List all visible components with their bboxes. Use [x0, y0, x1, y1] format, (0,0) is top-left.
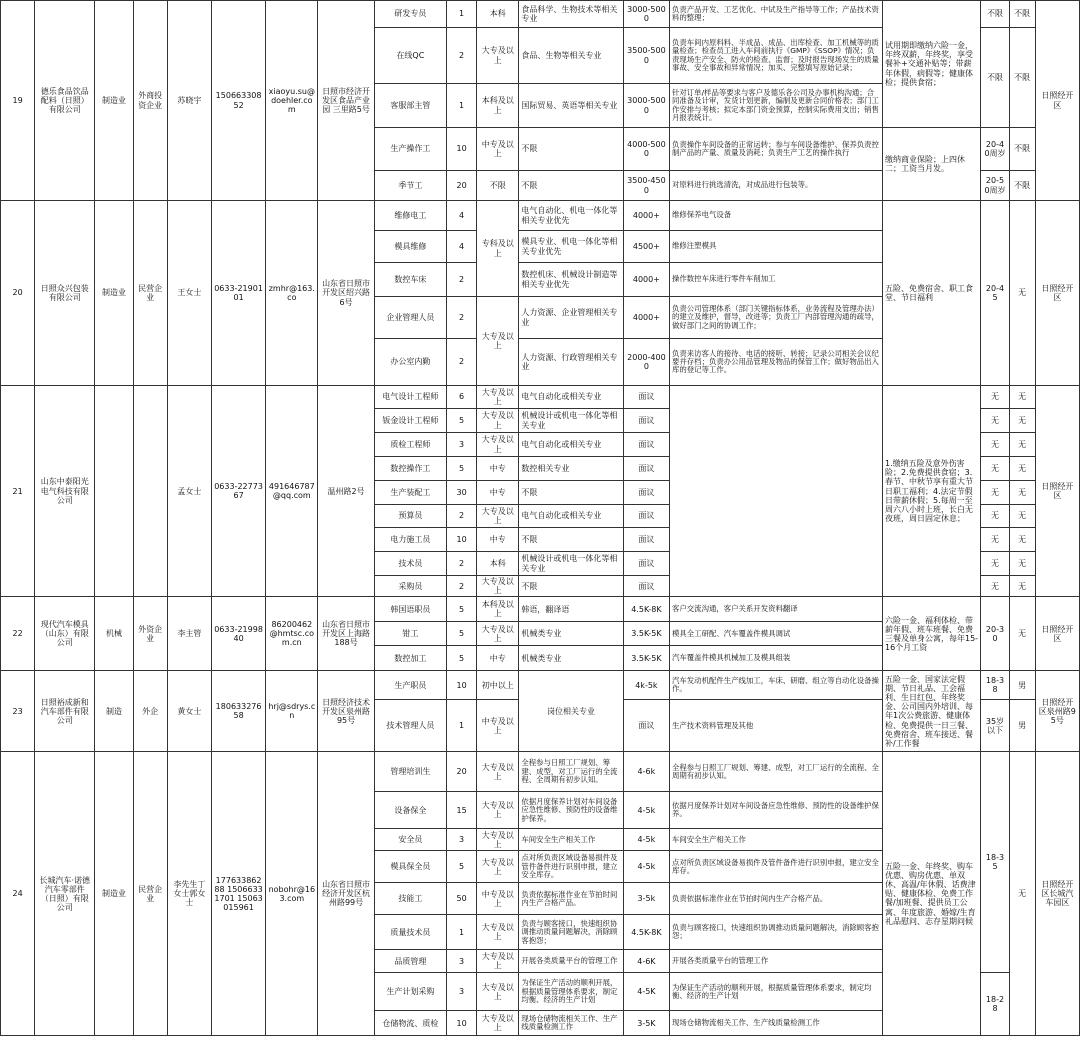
job-salary: 4500+: [623, 231, 669, 263]
gender-limit: 男: [1009, 700, 1035, 752]
job-salary: 4000-5000: [623, 128, 669, 171]
job-duty: 操作数控车床进行零件车削加工: [670, 263, 883, 297]
age-limit: 无: [981, 409, 1009, 433]
job-duty: 负责依据标准作业在节拍时间内生产合格产品。: [670, 883, 883, 915]
age-limit: 无: [981, 386, 1009, 409]
age-limit: 无: [981, 481, 1009, 505]
job-major: 不限: [519, 481, 623, 505]
job-education: 大专及以上: [477, 576, 519, 597]
email: xiaoyu.su@doehler.com: [266, 1, 318, 201]
gender-limit: 无: [1009, 752, 1035, 1036]
job-education: 专科及以上: [477, 201, 519, 297]
row-number: 20: [1, 201, 35, 386]
gender-limit: 无: [1009, 597, 1035, 671]
contact-person: 黄女士: [167, 671, 211, 752]
job-count: 2: [447, 28, 477, 84]
row-number: 19: [1, 1, 35, 201]
age-limit: 无: [981, 505, 1009, 528]
job-title: 生产职员: [374, 671, 446, 700]
job-major: 机械设计或机电一体化等相关专业: [519, 552, 623, 576]
age-limit: 18-35: [981, 752, 1009, 973]
benefits-extra: 缴纳商业保险；上四休二；工资当月发。: [882, 128, 980, 201]
job-duty: 现场仓储物流相关工作、生产线质量检测工作: [670, 1011, 883, 1036]
job-count: 4: [447, 231, 477, 263]
job-count: 10: [447, 128, 477, 171]
table-row: [1, 1, 1080, 28]
contact-person: 王女士: [167, 201, 211, 386]
job-salary: 2000-4000: [623, 339, 669, 386]
job-major: 模具专业、机电一体化等相关专业优先: [519, 231, 623, 263]
gender-limit: 无: [1009, 505, 1035, 528]
benefits: 五险、免费宿舍、职工食堂、节日福利: [882, 201, 980, 386]
benefits: 1.缴纳五险及意外伤害险；2.免费提供食宿；3.春节、中秋节享有重大节日职工福利；4.法定节假日带薪休假；5.每周一至周六八小时上班，长白无夜班，周日固定休息；: [882, 386, 980, 597]
job-count: 2: [447, 576, 477, 597]
job-count: 2: [447, 297, 477, 339]
job-salary: 面议: [623, 576, 669, 597]
job-major: 为保证生产活动的顺利开展，根据质量管理体系要求，制定均衡、经济的生产计划: [519, 973, 623, 1011]
job-major: 负责与顾客接口，快速组织协调推动质量问题解决，消除顾客抱怨；: [519, 915, 623, 950]
job-education: 大专及以上: [477, 829, 519, 851]
job-title: 技术员: [374, 552, 446, 576]
age-limit: 20-50周岁: [981, 171, 1009, 201]
job-education: 大专及以上: [477, 505, 519, 528]
work-area: 日照经开区: [1035, 201, 1079, 386]
job-count: 2: [447, 263, 477, 297]
job-title: 技能工: [374, 883, 446, 915]
job-count: 3: [447, 973, 477, 1011]
gender-limit: 无: [1009, 433, 1035, 457]
job-salary: 4-5k: [623, 851, 669, 883]
job-major: 人力资源、企业管理相关专业: [519, 297, 623, 339]
job-major: 岗位相关专业: [519, 671, 623, 752]
gender-limit: 不限: [1009, 28, 1035, 128]
job-salary: 面议: [623, 700, 669, 752]
company-nature: 外企: [133, 671, 167, 752]
job-title: 质检工程师: [374, 433, 446, 457]
gender-limit: 无: [1009, 409, 1035, 433]
job-major: 机械类专业: [519, 622, 623, 646]
job-count: 5: [447, 457, 477, 481]
gender-limit: 无: [1009, 201, 1035, 386]
job-salary: 4-6K: [623, 950, 669, 973]
job-title: 企业管理人员: [374, 297, 446, 339]
industry: 制造业: [95, 201, 133, 386]
job-duty: 汽车发动机配件生产线加工，车床、研磨、组立等自动化设备操作。: [670, 671, 883, 700]
job-count: 5: [447, 851, 477, 883]
job-duty: 负责操作车间设备的正常运转；参与车间设备维护、保养负责控制产品的产量、质量及消耗；负责生产工艺的操作执行: [670, 128, 883, 171]
job-count: 15: [447, 792, 477, 829]
job-education: 大专及以上: [477, 915, 519, 950]
job-title: 维修电工: [374, 201, 446, 231]
job-major: 点对所负责区域设备易损件及管件备件进行识别申报，建立安全库存。: [519, 851, 623, 883]
age-limit: 无: [981, 552, 1009, 576]
work-area: 日照经开区长城汽车园区: [1035, 752, 1079, 1036]
job-duty: 点对所负责区域设备易损件及管件备件进行识别申报，建立安全库存。: [670, 851, 883, 883]
job-title: 生产装配工: [374, 481, 446, 505]
job-salary: 面议: [623, 528, 669, 552]
address: 日照经济技术开发区泉州路95号: [318, 671, 374, 752]
job-salary: 3500-5000: [623, 28, 669, 84]
gender-limit: 无: [1009, 576, 1035, 597]
work-area: 日照经开区: [1035, 597, 1079, 671]
job-education: 大专及以上: [477, 1011, 519, 1036]
job-education: 大专及以上: [477, 792, 519, 829]
company-name: 山东中泰阳光电气科技有限公司: [35, 386, 95, 597]
job-education: 本科: [477, 1, 519, 28]
job-title: 安全员: [374, 829, 446, 851]
email: zmhr@163.co: [266, 201, 318, 386]
job-major: 不限: [519, 128, 623, 171]
gender-limit: 无: [1009, 552, 1035, 576]
job-education: 本科及以上: [477, 84, 519, 128]
job-count: 3: [447, 950, 477, 973]
job-title: 办公室内勤: [374, 339, 446, 386]
job-major: 电气自动化或相关专业: [519, 433, 623, 457]
job-education: 中专及以上: [477, 883, 519, 915]
job-duty: 全程参与日照工厂规划、筹建、成型，对工厂运行的全流程、全周期有初步认知。: [670, 752, 883, 792]
job-duty: 维修注塑模具: [670, 231, 883, 263]
company-name: 日照裕成新和汽车部件有限公司: [35, 671, 95, 752]
job-count: 10: [447, 528, 477, 552]
work-area: 日照经开区: [1035, 1, 1079, 201]
job-salary: 4-5k: [623, 829, 669, 851]
job-salary: 3-5k: [623, 883, 669, 915]
job-count: 20: [447, 171, 477, 201]
job-title: 质量技术员: [374, 915, 446, 950]
job-title: 韩国语职员: [374, 597, 446, 622]
job-count: 1: [447, 915, 477, 950]
job-education: 大专及以上: [477, 973, 519, 1011]
age-limit: 不限: [981, 1, 1009, 28]
contact-person: 苏晓宇: [167, 1, 211, 201]
age-limit: 18-28: [981, 973, 1009, 1036]
job-salary: 面议: [623, 552, 669, 576]
job-salary: 3.5K-5K: [623, 646, 669, 671]
job-salary: 4000+: [623, 263, 669, 297]
job-title: 电力施工员: [374, 528, 446, 552]
job-education: 中专及以上: [477, 128, 519, 171]
age-limit: 20-45: [981, 201, 1009, 386]
age-limit: 18-38: [981, 671, 1009, 700]
email: 491646787@qq.com: [266, 386, 318, 597]
job-education: 大专及以上: [477, 622, 519, 646]
phone: 0633-2199840: [211, 597, 265, 671]
benefits: 五险一金、国家法定假期、节日礼品、工会福利、生日红包、年终奖金、公司国内外培训、每年1次公费旅游、健康体检、免费提供一日三餐、免费宿舍、班车接送、餐补/工作餐: [882, 671, 980, 752]
job-education: 初中以上: [477, 671, 519, 700]
phone: 15066330852: [211, 1, 265, 201]
work-area: 日照经开区: [1035, 386, 1079, 597]
job-duty: 模具全工研配、汽车覆盖件模具调试: [670, 622, 883, 646]
job-education: 大专及以上: [477, 409, 519, 433]
job-salary: 4000+: [623, 297, 669, 339]
job-duty: 对原料进行挑选清洗，对成品进行包装等。: [670, 171, 883, 201]
table-row: [1, 671, 1080, 700]
job-duty: 开展各类质量平台的管理工作: [670, 950, 883, 973]
gender-limit: 男: [1009, 671, 1035, 700]
job-major: 数控机床、机械设计制造等相关专业优先: [519, 263, 623, 297]
row-number: 24: [1, 752, 35, 1036]
job-salary: 4-5K: [623, 973, 669, 1011]
job-title: 设备保全: [374, 792, 446, 829]
job-count: 1: [447, 1, 477, 28]
company-nature: 民营企业: [133, 201, 167, 386]
job-duty: 负责公司管理体系（部门关键指标体系，业务流程及管理办法）的建立及维护，督导，改进等；负责工厂内部管理沟通的疏导，做好部门之间的协调工作；: [670, 297, 883, 339]
gender-limit: 不限: [1009, 128, 1035, 171]
job-major: 机械设计或机电一体化等相关专业: [519, 409, 623, 433]
job-duty: 车间安全生产相关工作: [670, 829, 883, 851]
company-name: 日照众兴包装有限公司: [35, 201, 95, 386]
job-education: 大专及以上: [477, 950, 519, 973]
email: 86200462@hmtsc.com.cn: [266, 597, 318, 671]
job-count: 5: [447, 409, 477, 433]
job-education: 大专及以上: [477, 297, 519, 386]
job-count: 5: [447, 597, 477, 622]
industry: [95, 386, 133, 597]
job-duty: 针对订单/样品等要求与客户及德乐各公司及办事机构沟通；合同准备及计审，发货计划更新，编制及更新合同价格表；部门工作安排与考核；拟定本部门资金预算，控制实际费用支出；销售月报表统计。: [670, 84, 883, 128]
industry: 制造业: [95, 752, 133, 1036]
job-major: 国际贸易、英语等相关专业: [519, 84, 623, 128]
address: 山东省日照市经济开发区杭州路99号: [318, 752, 374, 1036]
job-salary: 3000-5000: [623, 1, 669, 28]
age-limit: 无: [981, 528, 1009, 552]
job-major: 车间安全生产相关工作: [519, 829, 623, 851]
job-major: 不限: [519, 171, 623, 201]
table-row: [1, 201, 1080, 231]
job-count: 4: [447, 201, 477, 231]
job-education: 中专: [477, 528, 519, 552]
job-count: 5: [447, 646, 477, 671]
job-major: 机械类专业: [519, 646, 623, 671]
phone: 0633-2277367: [211, 386, 265, 597]
job-education: 本科: [477, 552, 519, 576]
job-salary: 4-5k: [623, 792, 669, 829]
job-salary: 面议: [623, 481, 669, 505]
job-title: 品质管理: [374, 950, 446, 973]
job-major: 韩语，翻译语: [519, 597, 623, 622]
address: 日照市经济开发区食品产业园 三里路5号: [318, 1, 374, 201]
job-duty: 维修保养电气设备: [670, 201, 883, 231]
company-nature: 外资企业: [133, 597, 167, 671]
job-major: 开展各类质量平台的管理工作: [519, 950, 623, 973]
job-title: 数控操作工: [374, 457, 446, 481]
job-duty: 负责产品开发、工艺优化、中试及生产指导等工作；产品技术资料的整理；: [670, 1, 883, 28]
company-nature: 民营企业: [133, 752, 167, 1036]
job-major: 负责依据标准作业在节拍时间内生产合格产品。: [519, 883, 623, 915]
job-count: 2: [447, 505, 477, 528]
job-count: 5: [447, 622, 477, 646]
job-major: 不限: [519, 576, 623, 597]
job-major: 依据月度保养计划对车间设备应急性维修、预防性的设备维护保养。: [519, 792, 623, 829]
job-salary: 3-5K: [623, 1011, 669, 1036]
email: nobohr@163.com: [266, 752, 318, 1036]
job-title: 钣金设计工程师: [374, 409, 446, 433]
industry: 制造: [95, 671, 133, 752]
job-major: 全程参与日照工厂规划、筹建、成型，对工厂运行的全流程、全周期有初步认知。: [519, 752, 623, 792]
job-education: 大专及以上: [477, 433, 519, 457]
job-duty: 负责与顾客接口，快速组织协调推动质量问题解决，消除顾客抱怨；: [670, 915, 883, 950]
job-title: 在线QC: [374, 28, 446, 84]
job-count: 50: [447, 883, 477, 915]
gender-limit: 不限: [1009, 1, 1035, 28]
job-major: 电气自动化或相关专业: [519, 386, 623, 409]
gender-limit: 无: [1009, 528, 1035, 552]
job-major: 不限: [519, 528, 623, 552]
gender-limit: 无: [1009, 481, 1035, 505]
job-title: 模具保全员: [374, 851, 446, 883]
work-area: 日照经开区泉州路95号: [1035, 671, 1079, 752]
job-title: 数控车床: [374, 263, 446, 297]
job-duty: 客户交流沟通，客户关系开发资料翻译: [670, 597, 883, 622]
job-duty: 负责来访客人的接待、电话的接听、转接；记录公司相关会议纪要并存档；负责办公用品管理及物品的保管工作；做好物品出入库的登记等工作。: [670, 339, 883, 386]
job-count: 10: [447, 671, 477, 700]
job-education: 本科及以上: [477, 597, 519, 622]
table-row: [1, 597, 1080, 622]
job-title: 钳工: [374, 622, 446, 646]
job-count: 2: [447, 552, 477, 576]
job-count: 2: [447, 339, 477, 386]
job-salary: 4000+: [623, 201, 669, 231]
phone: 17763386288 15066331701 15063015961: [211, 752, 265, 1036]
job-title: 客服部主管: [374, 84, 446, 128]
row-number: 21: [1, 386, 35, 597]
job-title: 技术管理人员: [374, 700, 446, 752]
contact-person: 李先生丁女士郭女士: [167, 752, 211, 1036]
job-salary: 4-6k: [623, 752, 669, 792]
job-major: 数控相关专业: [519, 457, 623, 481]
age-limit: 无: [981, 433, 1009, 457]
job-salary: 4.5K-8K: [623, 915, 669, 950]
industry: 制造业: [95, 1, 133, 201]
company-nature: [133, 386, 167, 597]
benefits: 六险一金、福利体检、带薪年假、班车班餐、免费三餐及单身公寓，每年15-16个月工资: [882, 597, 980, 671]
job-count: 20: [447, 752, 477, 792]
job-education: 大专及以上: [477, 28, 519, 84]
age-limit: 20-30: [981, 597, 1009, 671]
table-row: [1, 752, 1080, 792]
job-count: 1: [447, 84, 477, 128]
age-limit: 不限: [981, 28, 1009, 128]
table-row: [1, 386, 1080, 409]
job-major: 电气自动化或相关专业: [519, 505, 623, 528]
address: 山东省日照市开发区绍兴路6号: [318, 201, 374, 386]
job-education: 大专及以上: [477, 851, 519, 883]
job-major: 食品、生物等相关专业: [519, 28, 623, 84]
job-education: 不限: [477, 171, 519, 201]
email: hrj@sdrys.cn: [266, 671, 318, 752]
job-count: 6: [447, 386, 477, 409]
job-count: 10: [447, 1011, 477, 1036]
job-count: 1: [447, 700, 477, 752]
job-major: 电气自动化、机电一体化等相关专业优先: [519, 201, 623, 231]
address: 山东省日照市开发区上海路188号: [318, 597, 374, 671]
gender-limit: 无: [1009, 457, 1035, 481]
job-title: 采购员: [374, 576, 446, 597]
job-title: 预算员: [374, 505, 446, 528]
job-duty: 负责车间内原料料、半成品、成品、出库检查、加工机械等的质量检查；检查员工进入车间前执行《GMP》《SSOP》情况；负责现场生产安全、防火的检查、监督；及时报告现场发生的质量事故、安全事故和异常情况；加买、完整填写原始记录；: [670, 28, 883, 84]
row-number: 23: [1, 671, 35, 752]
company-nature: 外商投资企业: [133, 1, 167, 201]
job-education: 中专: [477, 481, 519, 505]
phone: 0633-2190101: [211, 201, 265, 386]
job-title: 仓储物流、质检: [374, 1011, 446, 1036]
job-education: 中专: [477, 457, 519, 481]
contact-person: 孟女士: [167, 386, 211, 597]
contact-person: 李主管: [167, 597, 211, 671]
address: 温州路2号: [318, 386, 374, 597]
job-education: 大专及以上: [477, 386, 519, 409]
gender-limit: 无: [1009, 386, 1035, 409]
job-salary: 4k-5k: [623, 671, 669, 700]
job-major: 现场仓储物流相关工作、生产线质量检测工作: [519, 1011, 623, 1036]
job-salary: 3.5K-5K: [623, 622, 669, 646]
job-education: 中专: [477, 646, 519, 671]
age-limit: 35岁以下: [981, 700, 1009, 752]
benefits: 五险一金、年终奖、购车优惠、购房优惠、单双休、高温/年休假、话费津贴、健康体检、免费工作餐/加班餐、提供员工公寓、年度旅游、婚嫁/生育礼品慰问、志存星期问候: [882, 752, 980, 1036]
job-title: 研发专员: [374, 1, 446, 28]
company-name: 现代汽车模具（山东）有限公司: [35, 597, 95, 671]
job-duty: 为保证生产活动的顺利开展，根据质量管理体系要求，制定均衡、经济的生产计划: [670, 973, 883, 1011]
job-count: 30: [447, 481, 477, 505]
company-name: 德乐食品饮品配料（日照）有限公司: [35, 1, 95, 201]
job-education: 大专及以上: [477, 752, 519, 792]
job-salary: 面议: [623, 386, 669, 409]
industry: 机械: [95, 597, 133, 671]
company-name: 长城汽车·诺德汽车零部件（日照）有限公司: [35, 752, 95, 1036]
job-title: 数控加工: [374, 646, 446, 671]
job-salary: 面议: [623, 409, 669, 433]
job-salary: 面议: [623, 457, 669, 481]
job-count: 3: [447, 433, 477, 457]
gender-limit: 不限: [1009, 171, 1035, 201]
age-limit: 无: [981, 457, 1009, 481]
job-education: 中专及以上: [477, 700, 519, 752]
row-number: 22: [1, 597, 35, 671]
job-duty: [670, 386, 883, 597]
job-duty: 生产技术资料管理及其他: [670, 700, 883, 752]
phone: 18063327658: [211, 671, 265, 752]
job-salary: 4.5K-8K: [623, 597, 669, 622]
job-title: 生产操作工: [374, 128, 446, 171]
age-limit: 20-40周岁: [981, 128, 1009, 171]
job-duty: 依据月度保养计划对车间设备应急性维修、预防性的设备维护保养。: [670, 792, 883, 829]
job-salary: 面议: [623, 505, 669, 528]
job-title: 管理培训生: [374, 752, 446, 792]
job-salary: 3500-4500: [623, 171, 669, 201]
job-title: 模具维修: [374, 231, 446, 263]
job-title: 季节工: [374, 171, 446, 201]
job-title: 生产计划采购: [374, 973, 446, 1011]
job-major: 食品科学、生物技术等相关专业: [519, 1, 623, 28]
job-salary: 面议: [623, 433, 669, 457]
job-duty: 汽车覆盖件模具机械加工及模具组装: [670, 646, 883, 671]
job-count: 3: [447, 829, 477, 851]
benefits: 试用期即缴纳六险一金，年终双薪，年终奖，享受餐补+交通补贴等；带薪年休假，病假等；健康体检；提供食宿；: [882, 1, 980, 128]
job-title: 电气设计工程师: [374, 386, 446, 409]
age-limit: 无: [981, 576, 1009, 597]
job-salary: 3000-5000: [623, 84, 669, 128]
job-major: 人力资源、行政管理相关专业: [519, 339, 623, 386]
